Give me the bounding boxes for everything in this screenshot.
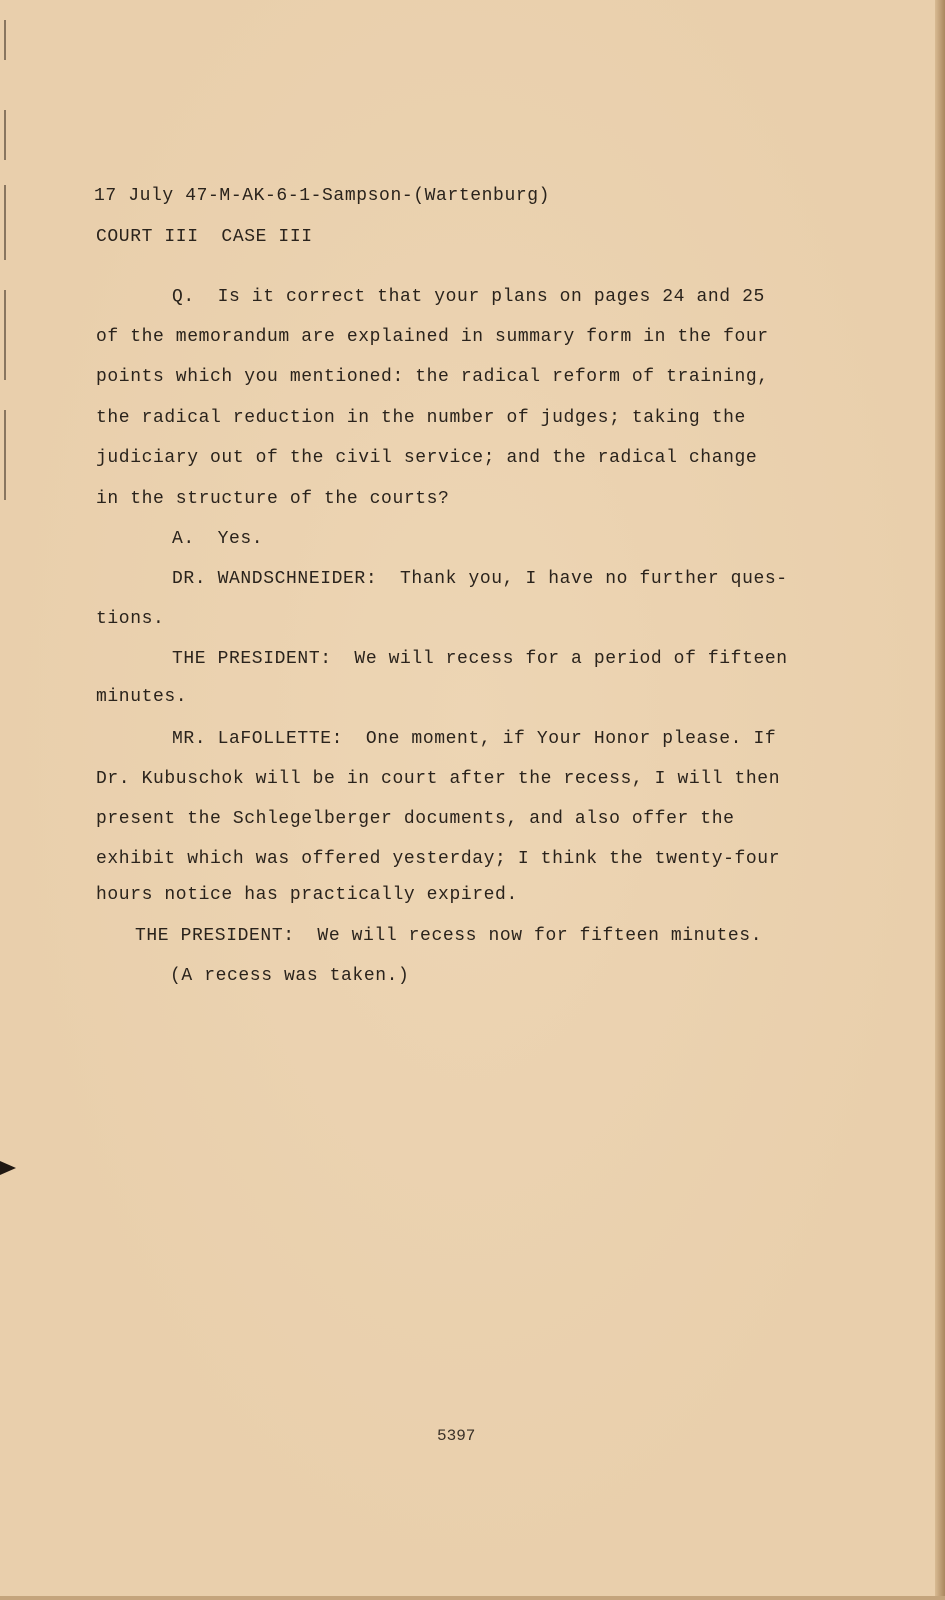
recess-taken-line: (A recess was taken.) [170, 966, 410, 986]
lafollette-line-2: Dr. Kubuschok will be in court after the recess, I will then [96, 769, 781, 789]
lafollette-line-1: MR. LaFOLLETTE: One moment, if Your Honor please. If [172, 729, 777, 749]
answer-line: A. Yes. [172, 529, 264, 549]
header-line-2: COURT III CASE III [96, 227, 313, 247]
paper-bottom-edge [0, 1596, 945, 1600]
wandschneider-line-1: DR. WANDSCHNEIDER: Thank you, I have no further ques- [172, 569, 788, 589]
lafollette-line-3: present the Schlegelberger documents, and also offer the [96, 809, 735, 829]
binding-marks [0, 0, 16, 1600]
lafollette-line-5: hours notice has practically expired. [96, 885, 518, 905]
header-line-1: 17 July 47-M-AK-6-1-Sampson-(Wartenburg) [94, 186, 551, 206]
wandschneider-line-2: tions. [96, 609, 165, 629]
question-line-2: of the memorandum are explained in summary form in the four [96, 327, 769, 347]
margin-arrow-icon [0, 1161, 16, 1175]
paper-right-edge [935, 0, 945, 1600]
page-number: 5397 [437, 1427, 476, 1445]
question-line-5: judiciary out of the civil service; and the radical change [96, 448, 758, 468]
question-line-6: in the structure of the courts? [96, 489, 450, 509]
question-line-3: points which you mentioned: the radical reform of training, [96, 367, 769, 387]
president-recess-line: THE PRESIDENT: We will recess now for fifteen minutes. [135, 926, 763, 946]
president-line-1: THE PRESIDENT: We will recess for a period of fifteen [172, 649, 788, 669]
question-line-1: Q. Is it correct that your plans on pages 24 and 25 [172, 287, 765, 307]
president-line-2: minutes. [96, 687, 188, 707]
question-line-4: the radical reduction in the number of judges; taking the [96, 408, 746, 428]
lafollette-line-4: exhibit which was offered yesterday; I think the twenty-four [96, 849, 781, 869]
